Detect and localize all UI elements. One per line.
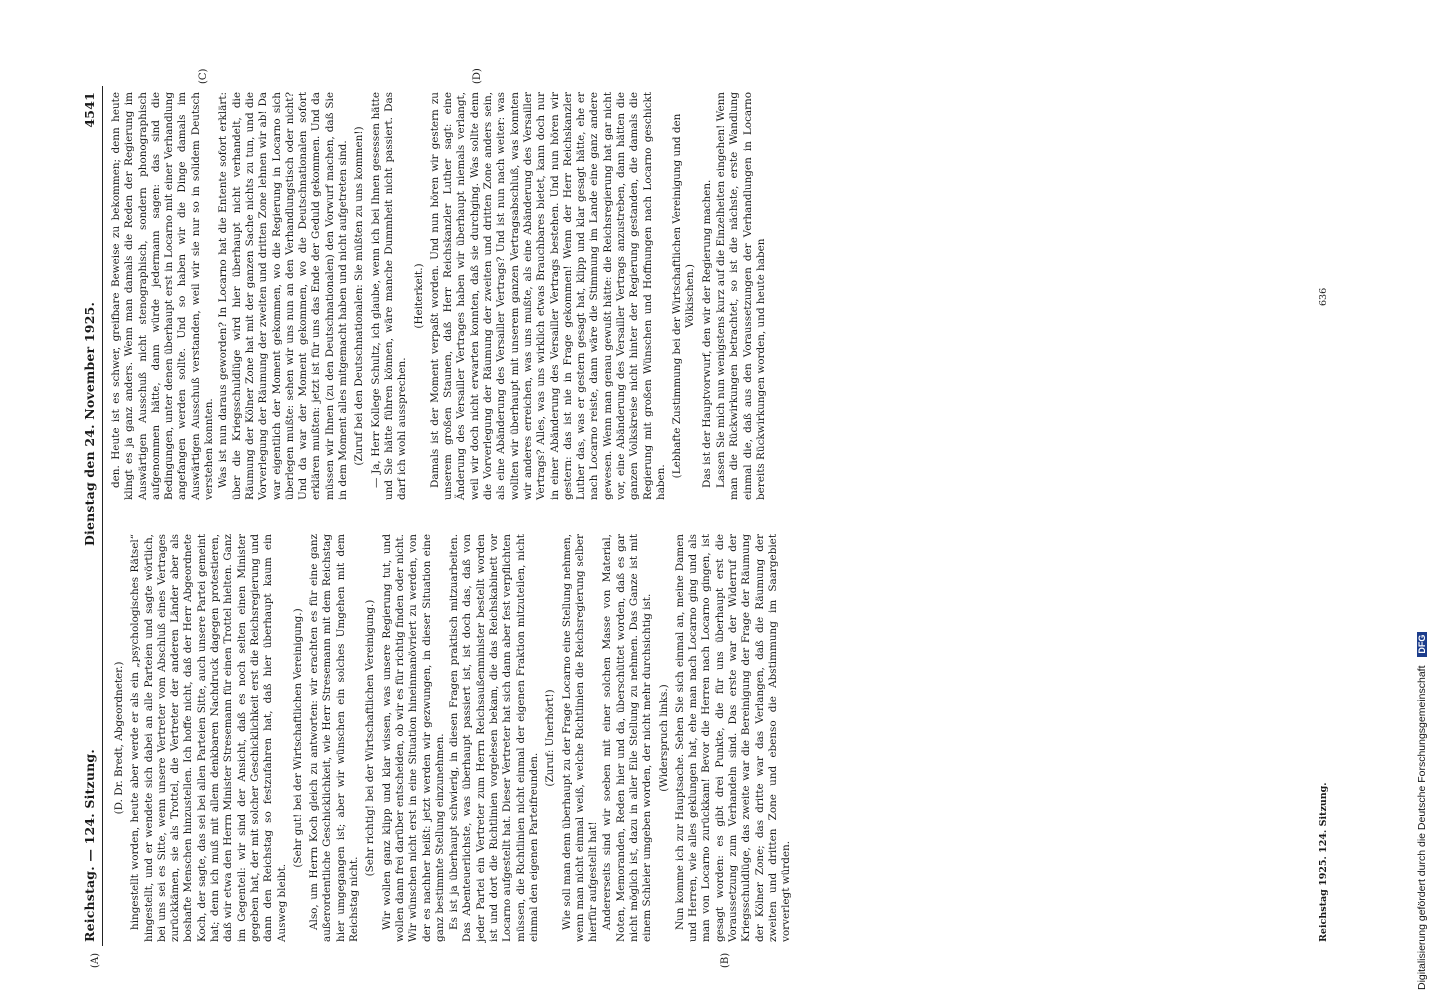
paragraph: (Heiterkeit.) bbox=[412, 263, 425, 329]
paragraph: (D. Dr. Bredt, Abgeordneter.) bbox=[113, 661, 125, 815]
paragraph: (Lebhafte Zustimmung bei der Wirtschaftlichen Vereinigung und den Völkischen.) bbox=[671, 113, 697, 479]
paragraph: Wie soll man denn überhaupt zu der Frage Locarno eine Stellung nehmen, wenn man nicht einmal weiß, welche Richtlinien die Reichsregierung selber hierfür aufgestellt hat! bbox=[560, 534, 600, 942]
digitization-note bbox=[1416, 10, 1430, 990]
margin-mark-b: (B) bbox=[720, 952, 731, 968]
header-rule bbox=[102, 86, 103, 946]
paragraph: Lassen Sie mich nun wenigstens kurz auf die Einzelheiten eingehen! Wenn man die Rückwirkungen betrachtet, so ist die nächste, erste Wandlung einmal die, daß aus den Voraussetzungen der Verhandlungen in Locarno bereits Rückwirkungen worden, und heute haben bbox=[715, 92, 767, 500]
scanned-page bbox=[80, 68, 1340, 968]
paragraph: Das ist der Hauptvorwurf, den wir der Regierung machen. bbox=[700, 179, 713, 488]
margin-mark-d: (D) bbox=[472, 68, 483, 84]
dfg-logo: DFG bbox=[1417, 632, 1427, 657]
paragraph: Andererseits sind wir soeben mit einer solchen Masse von Material, Noten, Memoranden, Reden hier und da, überschüttet worden, daß es gar nicht möglich ist, dazu in aller Eile Stellung zu nehmen. Das Ganze ist mit einem Schleier umgeben worden, der nicht mehr durchsichtig ist. bbox=[601, 534, 654, 942]
paragraph: Es ist ja überhaupt schwierig, in diesen Fragen praktisch mitzuarbeiten. Das Abenteuerlichste, was überhaupt passiert ist, ist doch das, daß von jeder Partei ein Vertreter zum Herrn Reichsaußenminister bestellt worden ist und dort die Richtlinien vorgelesen bekam, die das Reichskabinett vor Locarno aufgestellt hat. Dieser Vertreter hat sich dann aber fest verpflichten müssen, die Richtlinien nicht einmal der eigenen Fraktion mitzuteilen, nicht einmal den eigenen Parteifreunden. bbox=[448, 534, 540, 942]
paragraph: Was ist nun daraus geworden? In Locarno hat die Entente sofort erklärt: über die Kriegsschuldlüge wird hier überhaupt nicht verhandelt, die Räumung der Kölner Zone hat mit der ganzen Sache nichts zu tun, und die Vorverlegung der Räumung der zweiten und dritten Zone lehnen wir ab! Da war eigentlich der Moment gekommen, wo die Regierung in Locarno sich überlegen mußte: sehen wir uns nun an den Verhandlungstisch oder nicht? Und da war der Moment gekommen, wo die Deutschnationalen sofort erklären mußten: jetzt ist für uns das Ende der Geduld gekommen. Und da müssen wir Ihnen (zu den Deutschnationalen) den Vorwurf machen, daß Sie in dem Moment alles mitgemacht haben und nicht aufgetreten sind. bbox=[217, 92, 350, 500]
header-session: Reichstag. — 124. Sitzung. bbox=[82, 749, 97, 942]
paragraph: (Sehr richtig! bei der Wirtschaftlichen Vereinigung.) bbox=[364, 599, 377, 877]
margin-mark-a: (A) bbox=[90, 952, 101, 968]
margin-mark-c: (C) bbox=[198, 68, 209, 84]
left-column bbox=[110, 534, 795, 942]
header-date: Dienstag den 24. November 1925. bbox=[82, 301, 97, 546]
paragraph: (Zuruf: Unerhört!) bbox=[544, 689, 557, 787]
paragraph: hingestellt worden, heute aber werde er als ein „psychologisches Rätsel“ hingestellt, und er wendete sich dabei an alle Parteien und sagte wörtlich, bei uns sei es Sitte, wenn unsere Vertreter vom Abschluß eines Vertrages zurückkämen, sie als Trottel, die Vertreter der anderen Länder aber als boshafte Menschen hinzustellen. Ich hoffe nicht, daß der Herr Abgeordnete Koch, der sagte, das sei bei allen Parteien Sitte, auch unsere Partei gemeint hat; denn ich muß mit allem denkbaren Nachdruck dagegen protestieren, daß wir etwa den Herrn Minister Stresemann für einen Trottel hielten. Ganz im Gegenteil: wir sind der Ansicht, daß es noch selten einen Minister gegeben hat, der mit solcher Geschicklichkeit erst die Reichsregierung und dann den Reichstag so festzufahren hat, daß hier überhaupt kaum ein Ausweg bleibt. bbox=[129, 534, 288, 942]
paragraph: (Zuruf bei den Deutschnationalen: Sie müßten zu uns kommen!) bbox=[353, 126, 366, 466]
footer-left: Reichstag 1925. 124. Sitzung. bbox=[1318, 782, 1329, 942]
paragraph: Also, um Herrn Koch gleich zu antworten: wir erachten es für eine ganz außerordentliche Geschicklichkeit, wie Herr Stresemann mit dem Reichstag hier umgegangen ist; aber wir wünschen ein solches Umgehen mit dem Reichstag nicht. bbox=[308, 534, 361, 942]
paragraph: Damals ist der Moment verpaßt worden. Und nun hören wir gestern zu unserem großen Staunen, daß Herr Reichskanzler Luther sagt: eine Änderung des Versailler Vertrages haben wir überhaupt niemals verlangt, weil wir doch nicht erwarten konnten, daß sie durchging. Was sollte denn die Vorverlegung der Räumung der zweiten und dritten Zone anders sein, als eine Abänderung des Versailler Vertrags? Und ist nun nach weiter: was wollten wir überhaupt mit unserem ganzen Vertragsabschluß, was konnten wir anderes erreichen, was uns mußte, als eine Abänderung des Versailler Vertrags? Alles, was uns wirklich etwas Brauchbares bietet, kann doch nur in einer Abänderung des Versailler Vertrags bestehen. Und nun hören wir gestern: das ist nie in Frage gekommen! Wenn der Herr Reichskanzler Luther das, was er gestern gesagt hat, klipp und klar gesagt hätte, ehe er nach Locarno reiste, dann wäre die Stimmung im Lande eine ganz andere gewesen. Wenn man genau gewußt hätte: die Reichsregierung hat gar nicht vor, eine Abänderung des Versailler Vertrags anzustreben, dann hätten die ganzen Volkskreise nicht hinter der Regierung gestanden, die damals die Regierung mit großen Wünschen und Hoffnungen nach Locarno geschickt haben. bbox=[428, 92, 667, 500]
paragraph: (Widerspruch links.) bbox=[657, 684, 670, 792]
paragraph: — Ja, Herr Kollege Schultz, ich glaube, wenn ich bei Ihnen gesessen hätte und Sie hätte führen können, wäre manche Dummheit nicht passiert. Das darf ich wohl aussprechen. bbox=[369, 92, 409, 500]
paragraph: Nun komme ich zur Hauptsache. Sehen Sie sich einmal an, meine Damen und Herren, wie alles geklungen hat, ehe man nach Locarno ging und als man von Locarno zurückkam! Bevor die Herren nach Locarno gingen, ist gesagt worden: es gibt drei Punkte, die für uns überhaupt erst die Voraussetzung zum Verhandeln sind. Das erste war der Widerruf der Kriegsschuldlüge, das zweite war die Bereinigung der Frage der Räumung der Kölner Zone; das dritte war das Verlangen, daß die Räumung der zweiten und dritten Zone und ebenso die Abstimmung im Saargebiet vorverlegt würden. bbox=[673, 534, 793, 942]
paragraph: (Sehr gut! bei der Wirtschaftlichen Vereinigung.) bbox=[291, 608, 304, 868]
digitization-text: Digitalisierung gefördert durch die Deutsche Forschungsgemeinschaft bbox=[1416, 665, 1428, 990]
paragraph: Wir wollen ganz klipp und klar wissen, was unsere Regierung tut, und wollen dann frei darüber entscheiden, ob wir es für richtig finden oder nicht. Wir wünschen nicht erst in eine Situation hineinmanövriert zu werden, von der es nachher heißt: jetzt werden wir gezwungen, in dieser Situation eine ganz bestimmte Stellung einzunehmen. bbox=[380, 534, 446, 942]
header-page-number: 4541 bbox=[82, 92, 97, 128]
right-column bbox=[110, 92, 769, 500]
paragraph: den. Heute ist es schwer, greifbare Beweise zu bekommen; denn heute klingt es ja ganz anders. Wenn man damals die Reden der Regierung im Auswärtigen Ausschuß nicht stenographisch, sondern phonographisch aufgenommen hätte, dann würde jedermann sagen: das sind die Bedingungen, unter denen überhaupt erst in Locarno mit einer Verhandlung angefangen werden sollte. Und so haben wir die Dinge damals im Auswärtigen Ausschuß verstanden, weil wir sie nur so in solidem Deutsch verstehen konnten. bbox=[110, 92, 216, 500]
footer-page-number: 636 bbox=[1318, 287, 1329, 306]
page-header bbox=[80, 86, 102, 946]
